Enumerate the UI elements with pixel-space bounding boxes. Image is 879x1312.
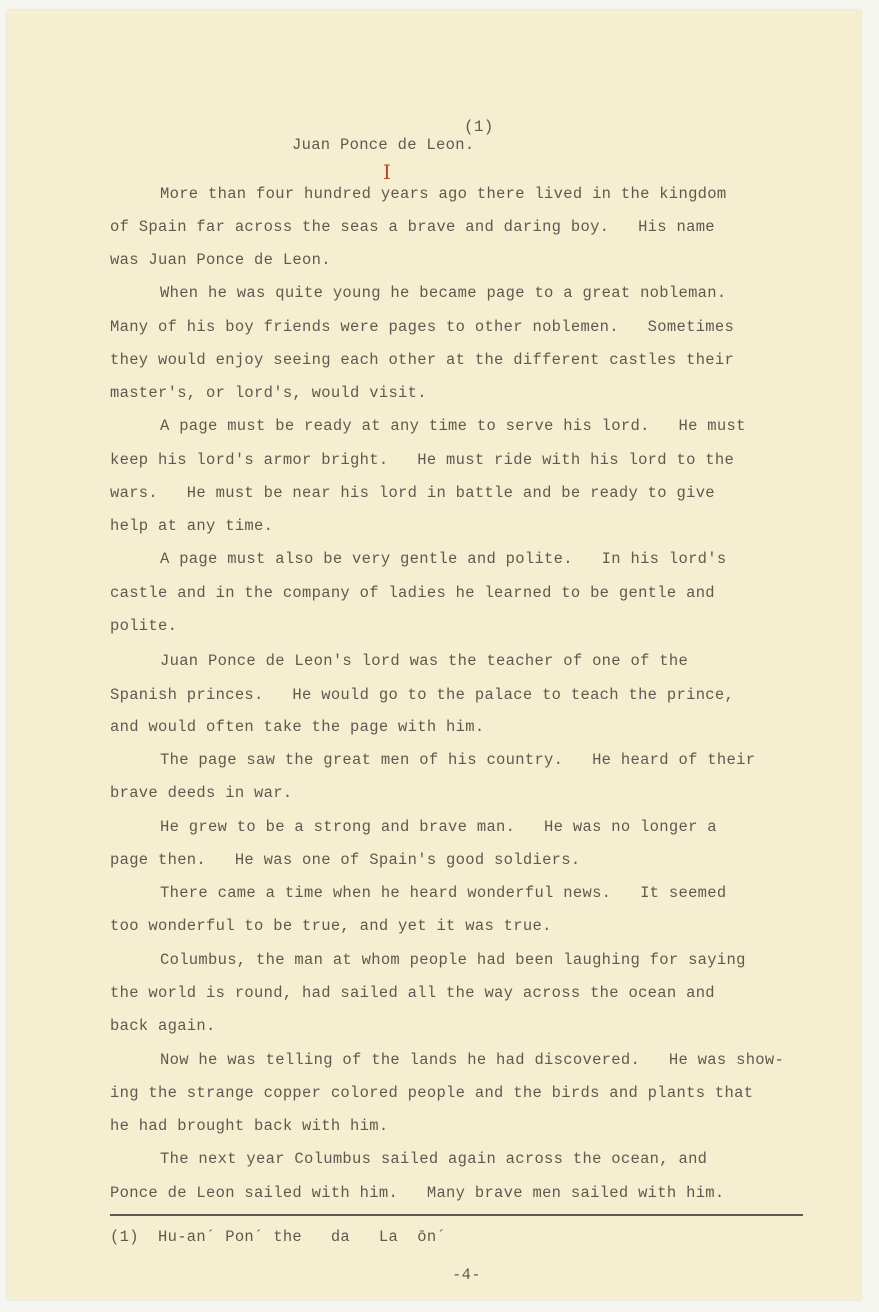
page-number: -4- (452, 1266, 481, 1284)
text-line: page then. He was one of Spain's good soldiers. (110, 851, 581, 869)
text-line: Many of his boy friends were pages to other noblemen. Sometimes (110, 318, 735, 336)
text-line: he had brought back with him. (110, 1117, 389, 1135)
text-line: the world is round, had sailed all the way across the ocean and (110, 984, 715, 1002)
title-footnote-marker: (1) (464, 118, 494, 136)
text-line: help at any time. (110, 517, 274, 535)
text-line: keep his lord's armor bright. He must ride with his lord to the (110, 451, 735, 469)
text-line: Now he was telling of the lands he had discovered. He was show- (160, 1051, 785, 1069)
document-page (7, 10, 861, 1300)
text-line: A page must be ready at any time to serve his lord. He must (160, 417, 746, 435)
text-line: A page must also be very gentle and polite. In his lord's (160, 550, 727, 568)
text-line: polite. (110, 617, 178, 635)
text-line: Juan Ponce de Leon's lord was the teacher of one of the (160, 652, 689, 670)
text-line: Ponce de Leon sailed with him. Many brave men sailed with him. (110, 1184, 725, 1202)
text-line: There came a time when he heard wonderful news. It seemed (160, 884, 727, 902)
text-line: When he was quite young he became page to a great nobleman. (160, 284, 727, 302)
text-line: brave deeds in war. (110, 784, 293, 802)
text-line: Columbus, the man at whom people had been laughing for saying (160, 951, 746, 969)
text-line: master's, or lord's, would visit. (110, 384, 427, 402)
text-line: back again. (110, 1017, 216, 1035)
text-line: He grew to be a strong and brave man. He was no longer a (160, 818, 717, 836)
text-line: of Spain far across the seas a brave and daring boy. His name (110, 218, 715, 236)
text-line: castle and in the company of ladies he learned to be gentle and (110, 584, 715, 602)
page-title: Juan Ponce de Leon. (292, 136, 475, 154)
text-line: Spanish princes. He would go to the palace to teach the prince, (110, 686, 735, 704)
text-line: ing the strange copper colored people and the birds and plants that (110, 1084, 754, 1102)
text-line: wars. He must be near his lord in battle and be ready to give (110, 484, 715, 502)
text-line: The next year Columbus sailed again across the ocean, and (160, 1150, 708, 1168)
text-line: The page saw the great men of his country. He heard of their (160, 751, 756, 769)
text-line: was Juan Ponce de Leon. (110, 251, 331, 269)
text-line: and would often take the page with him. (110, 718, 485, 736)
pronunciation-footnote: (1) Hu-an´ Pon´ the da La ōn´ (110, 1228, 447, 1246)
section-numeral: I (383, 160, 391, 184)
text-line: they would enjoy seeing each other at the different castles their (110, 351, 735, 369)
text-line: too wonderful to be true, and yet it was true. (110, 917, 552, 935)
footnote-divider (110, 1214, 803, 1216)
body-text (7, 10, 861, 1300)
text-line: More than four hundred years ago there lived in the kingdom (160, 185, 727, 203)
